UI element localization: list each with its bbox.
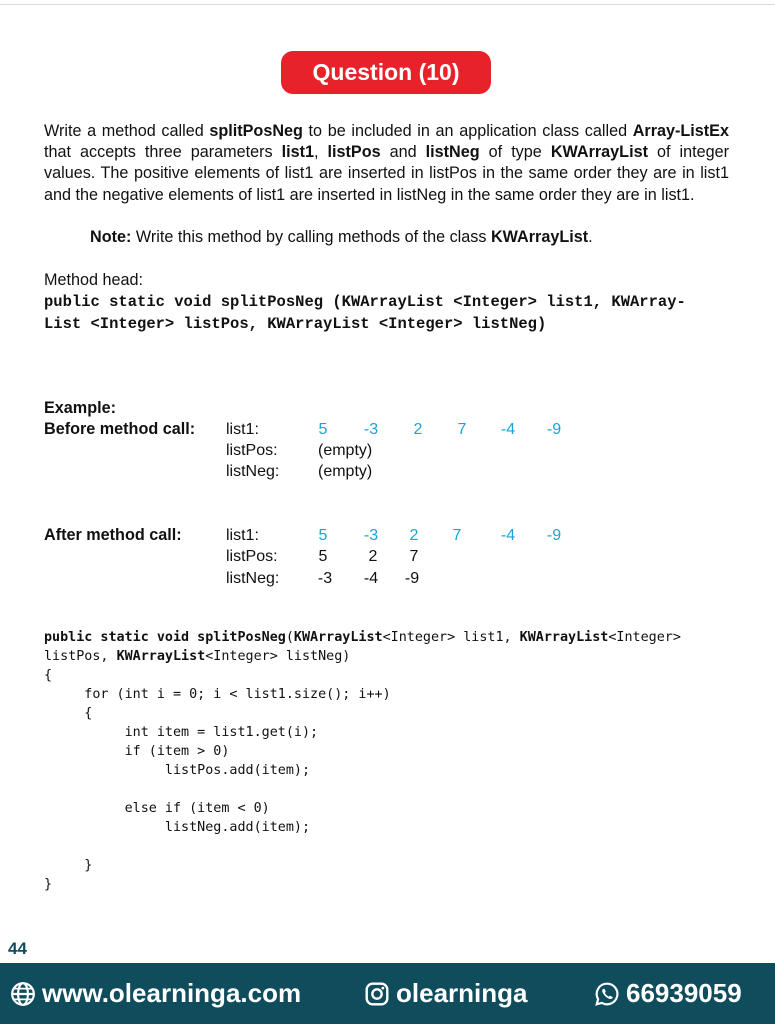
footer-whatsapp[interactable] [594,963,742,1024]
before-list1-value: 5 [318,421,328,438]
code-segment: <Integer> listNeg) [205,649,351,664]
code-segment: listNeg.add(item); [44,820,311,835]
note-text: Write this method by calling methods of the class [131,228,491,246]
instagram-text: olearninga [396,978,528,1008]
code-segment: } [44,858,93,873]
whatsapp-text: 66939059 [626,978,742,1008]
method-head-line: List <Integer> listPos, KWArrayList <Integer> listNeg) [44,315,547,333]
code-segment: KWArrayList [293,630,383,645]
code-segment: KWArrayList [519,630,609,645]
after-list1-value: -4 [500,527,516,544]
code-segment: listPos.add(item); [44,763,311,778]
code-line [44,704,92,723]
paragraph-segment: of type [479,143,551,162]
code-segment: <Integer> [608,630,681,645]
code-segment: ( [285,630,294,645]
after-list1-value: 7 [452,527,462,544]
before-list1-value: -9 [546,421,562,438]
before-list1-value: 2 [413,421,423,438]
method-head-label: Method head: [44,271,143,289]
code-segment: int item = list1.get(i); [44,725,319,740]
code-segment: KWArrayList [116,649,206,664]
before-listneg-value: (empty) [318,463,373,480]
code-line [44,647,350,666]
after-listneg-value: -9 [404,570,420,587]
paragraph-segment: listPos [327,143,381,162]
code-line [44,723,318,742]
paragraph-segment: to be included in an application class called [302,122,633,140]
code-line [44,875,52,894]
question-title-badge: Question (10) [281,51,491,94]
instagram-icon [364,981,390,1007]
code-segment: for (int i = 0; i < list1.size(); i++) [44,687,391,702]
whatsapp-icon [594,981,620,1007]
code-line [44,666,52,685]
after-list1-value: -9 [546,527,562,544]
code-segment: } [44,877,53,892]
before-list1-value: -4 [500,421,516,438]
note-end: . [588,228,593,246]
paragraph-segment: that accepts three parameters [44,143,282,162]
before-list1-value: 7 [457,421,467,438]
code-segment: <Integer> list1, [382,630,520,645]
footer-website[interactable] [10,963,301,1024]
globe-icon [10,981,36,1007]
note-line [90,227,593,248]
before-listpos-value: (empty) [318,442,373,459]
after-list1-value: 2 [409,527,419,544]
code-segment: { [44,706,93,721]
page-number: 44 [8,939,27,958]
top-rule [0,4,775,5]
code-line [44,685,391,704]
code-line [44,799,270,818]
after-list1-value: -3 [363,527,379,544]
after-label: After method call: [44,526,182,544]
paragraph-segment: Array-ListEx [632,122,729,140]
paragraph-segment: listNeg [425,143,480,162]
code-line [44,818,310,837]
note-bold: KWArrayList [490,228,589,246]
after-listpos-label: listPos: [226,548,278,565]
paragraph-segment: Write a method called [44,122,210,140]
after-listpos-value: 2 [368,548,378,565]
code-line [44,761,310,780]
paragraph-segment: and [380,143,426,162]
website-text: www.olearninga.com [42,978,302,1008]
paragraph-segment: list1 [281,143,315,162]
note-label: Note: [90,228,132,246]
footer-bar [0,963,775,1024]
footer-instagram[interactable] [364,963,527,1024]
code-segment: listPos, [44,649,117,664]
after-listneg-label: listNeg: [226,570,280,587]
after-listneg-value: -3 [317,570,333,587]
code-segment: { [44,668,53,683]
before-label: Before method call: [44,420,196,438]
after-listpos-value: 5 [318,548,328,565]
example-title: Example: [44,399,116,417]
before-list1-value: -3 [363,421,379,438]
after-listpos-value: 7 [409,548,419,565]
after-list1-value: 5 [318,527,328,544]
paragraph-segment: , [314,143,328,162]
code-line [44,856,92,875]
after-list1-label: list1: [226,527,259,544]
paragraph-segment: of integer values. The positive elements of list1 are inserted in listPos in the same order they are in list1 and the negative elements of list1 are inserted in listNeg in the same order they are in list1. [44,143,729,204]
before-listpos-label: listPos: [226,442,278,459]
method-head-line: public static void splitPosNeg (KWArrayList <Integer> list1, KWArray- [44,293,686,311]
paragraph-segment: splitPosNeg [209,122,303,140]
code-segment: public static void splitPosNeg [44,630,286,645]
code-segment: else if (item < 0) [44,801,270,816]
before-list1-label: list1: [226,421,259,438]
code-line [44,628,681,647]
after-listneg-value: -4 [363,570,379,587]
code-line [44,742,229,761]
code-segment: if (item > 0) [44,744,230,759]
paragraph-segment: KWArrayList [550,143,648,162]
question-paragraph [44,121,729,206]
before-listneg-label: listNeg: [226,463,280,480]
